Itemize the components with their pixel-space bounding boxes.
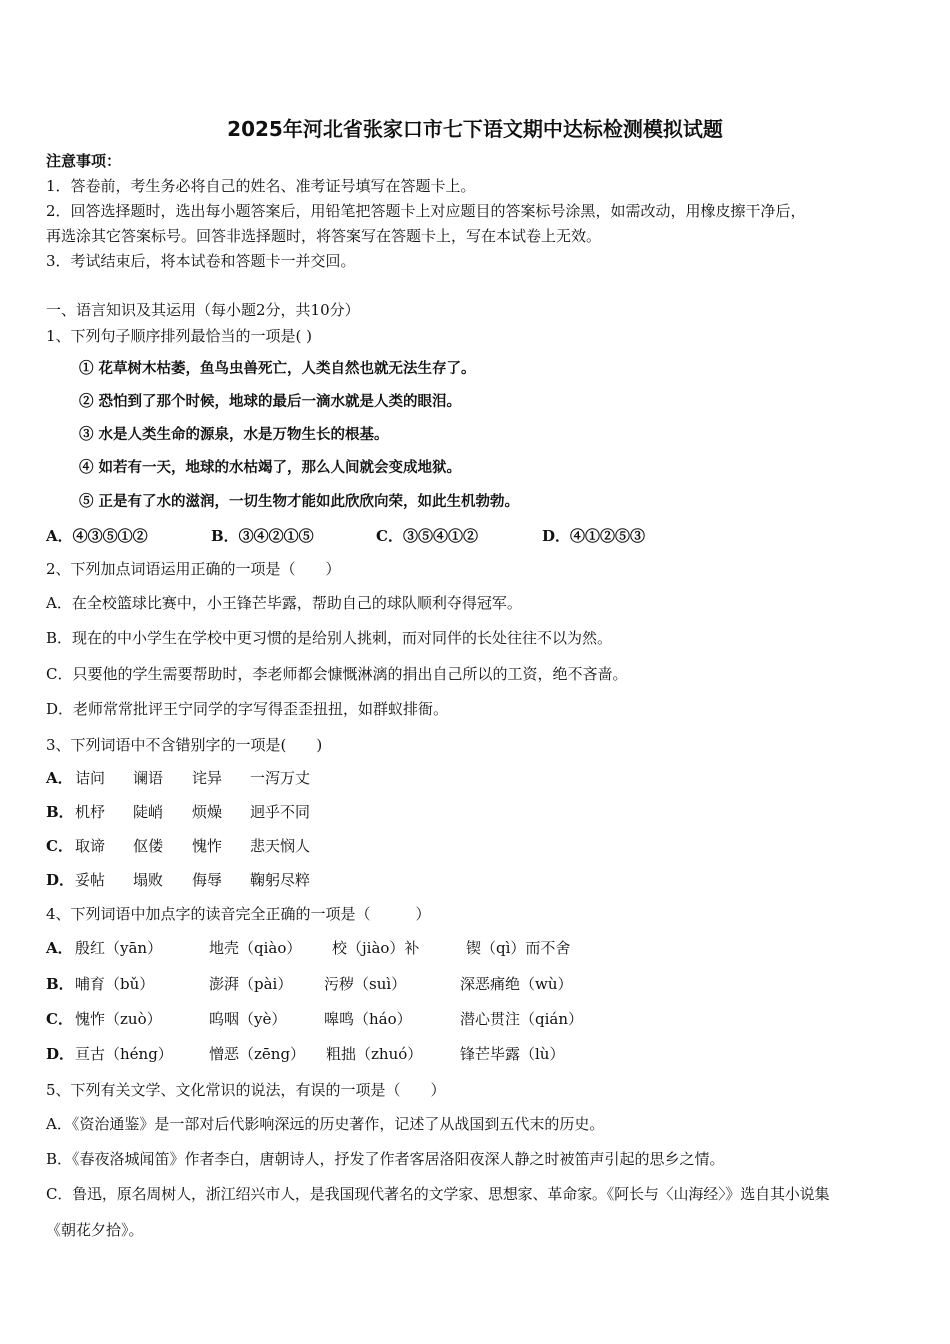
reading: 殷红（yān） [75, 939, 163, 957]
notice-item: 3．考试结束后，将本试卷和答题卡一并交回。 [46, 252, 356, 270]
reading: 锋芒毕露（lù） [460, 1045, 565, 1063]
option-label: A． [46, 769, 73, 787]
question-1-stem: 1、下列句子顺序排列最恰当的一项是( ) [46, 327, 313, 345]
word: 侮辱 [192, 871, 223, 889]
word: 取谛 [75, 837, 106, 855]
q1-option-c: C．③⑤④①② [376, 527, 478, 545]
question-3-stem: 3、下列词语中不含错别字的一项是( ) [46, 736, 323, 754]
notice-heading: 注意事项： [46, 152, 122, 170]
q5-option-a: A．《资治通鉴》是一部对后代影响深远的历史著作，记述了从战国到五代末的历史。 [46, 1115, 605, 1133]
question-4-stem: 4、下列词语中加点字的读音完全正确的一项是（ ） [46, 905, 431, 923]
question-5-stem: 5、下列有关文学、文化常识的说法，有误的一项是（ ） [46, 1081, 446, 1099]
word: 一泻万丈 [250, 769, 311, 787]
q1-option-b: B．③④②①⑤ [211, 527, 314, 545]
word: 妥帖 [75, 871, 106, 889]
q1-sentence: ② 恐怕到了那个时候，地球的最后一滴水就是人类的眼泪。 [79, 393, 462, 410]
q1-option-d: D．④①②⑤③ [542, 527, 646, 545]
reading: 哺育（bǔ） [75, 975, 155, 993]
reading: 愧怍（zuò） [75, 1010, 162, 1028]
word: 谰语 [133, 769, 164, 787]
q1-sentence: ③ 水是人类生命的源泉，水是万物生长的根基。 [79, 426, 389, 443]
word: 愧怍 [192, 837, 223, 855]
q1-sentence: ⑤ 正是有了水的滋润，一切生物才能如此欣欣向荣，如此生机勃勃。 [79, 493, 520, 510]
section-heading: 一、语言知识及其运用（每小题2分，共10分） [46, 301, 360, 319]
word: 诘问 [75, 769, 106, 787]
reading: 地壳（qiào） [209, 939, 302, 957]
word: 迥乎不同 [250, 803, 311, 821]
option-label: B． [46, 803, 74, 821]
reading: 校（jiào）补 [332, 939, 420, 957]
notice-item: 2．回答选择题时，选出每小题答案后，用铅笔把答题卡上对应题目的答案标号涂黑，如需改动，用橡皮擦干净后， [46, 202, 806, 220]
reading: 嗥鸣（háo） [324, 1010, 412, 1028]
q2-option-a: A．在全校篮球比赛中，小王锋芒毕露，帮助自己的球队顺利夺得冠军。 [46, 594, 522, 612]
reading: 深恶痛绝（wù） [460, 975, 573, 993]
q5-option-c: C．鲁迅，原名周树人，浙江绍兴市人，是我国现代著名的文学家、思想家、革命家。《阿长与〈山海经〉》选自其小说集 [46, 1185, 830, 1203]
q1-sentence: ④ 如若有一天，地球的水枯竭了，那么人间就会变成地狱。 [79, 459, 462, 476]
option-label: A． [46, 939, 73, 957]
option-label: D． [46, 1045, 75, 1063]
word: 塌败 [133, 871, 164, 889]
q2-option-d: D．老师常常批评王宁同学的字写得歪歪扭扭，如群蚁排衙。 [46, 700, 449, 718]
reading: 污秽（suì） [324, 975, 407, 993]
reading: 澎湃（pài） [209, 975, 293, 993]
word: 鞠躬尽粹 [250, 871, 311, 889]
word: 悲天悯人 [250, 837, 311, 855]
reading: 潜心贯注（qián） [460, 1010, 584, 1028]
notice-item: 1．答卷前，考生务必将自己的姓名、准考证号填写在答题卡上。 [46, 177, 476, 195]
reading: 呜咽（yè） [209, 1010, 287, 1028]
option-label: D． [46, 871, 75, 889]
q5-option-b: B．《春夜洛城闻笛》作者李白，唐朝诗人，抒发了作者客居洛阳夜深人静之时被笛声引起的思乡之情。 [46, 1150, 725, 1168]
page-title: 2025年河北省张家口市七下语文期中达标检测模拟试题 [227, 117, 723, 141]
word: 伛偻 [133, 837, 164, 855]
q1-option-a: A．④③⑤①② [46, 527, 148, 545]
reading: 憎恶（zēng） [209, 1045, 306, 1063]
reading: 锲（qì）而不舍 [466, 939, 571, 957]
option-label: C． [46, 1010, 73, 1028]
word: 陡峭 [133, 803, 164, 821]
q1-sentence: ① 花草树木枯萎，鱼鸟虫兽死亡，人类自然也就无法生存了。 [79, 360, 476, 377]
word: 烦燥 [192, 803, 223, 821]
option-label: C． [46, 837, 73, 855]
question-2-stem: 2、下列加点词语运用正确的一项是（ ） [46, 560, 341, 578]
q2-option-c: C．只要他的学生需要帮助时，李老师都会慷慨淋漓的捐出自己所以的工资，绝不吝啬。 [46, 665, 628, 683]
option-label: B． [46, 975, 74, 993]
reading: 粗拙（zhuó） [326, 1045, 423, 1063]
word: 机杼 [75, 803, 106, 821]
q2-option-b: B．现在的中小学生在学校中更习惯的是给别人挑刺，而对同伴的长处往往不以为然。 [46, 629, 613, 647]
word: 诧异 [192, 769, 223, 787]
q5-option-c-continued: 《朝花夕拾》。 [46, 1221, 144, 1239]
notice-item: 再选涂其它答案标号。回答非选择题时，将答案写在答题卡上，写在本试卷上无效。 [46, 227, 602, 245]
reading: 亘古（héng） [75, 1045, 173, 1063]
